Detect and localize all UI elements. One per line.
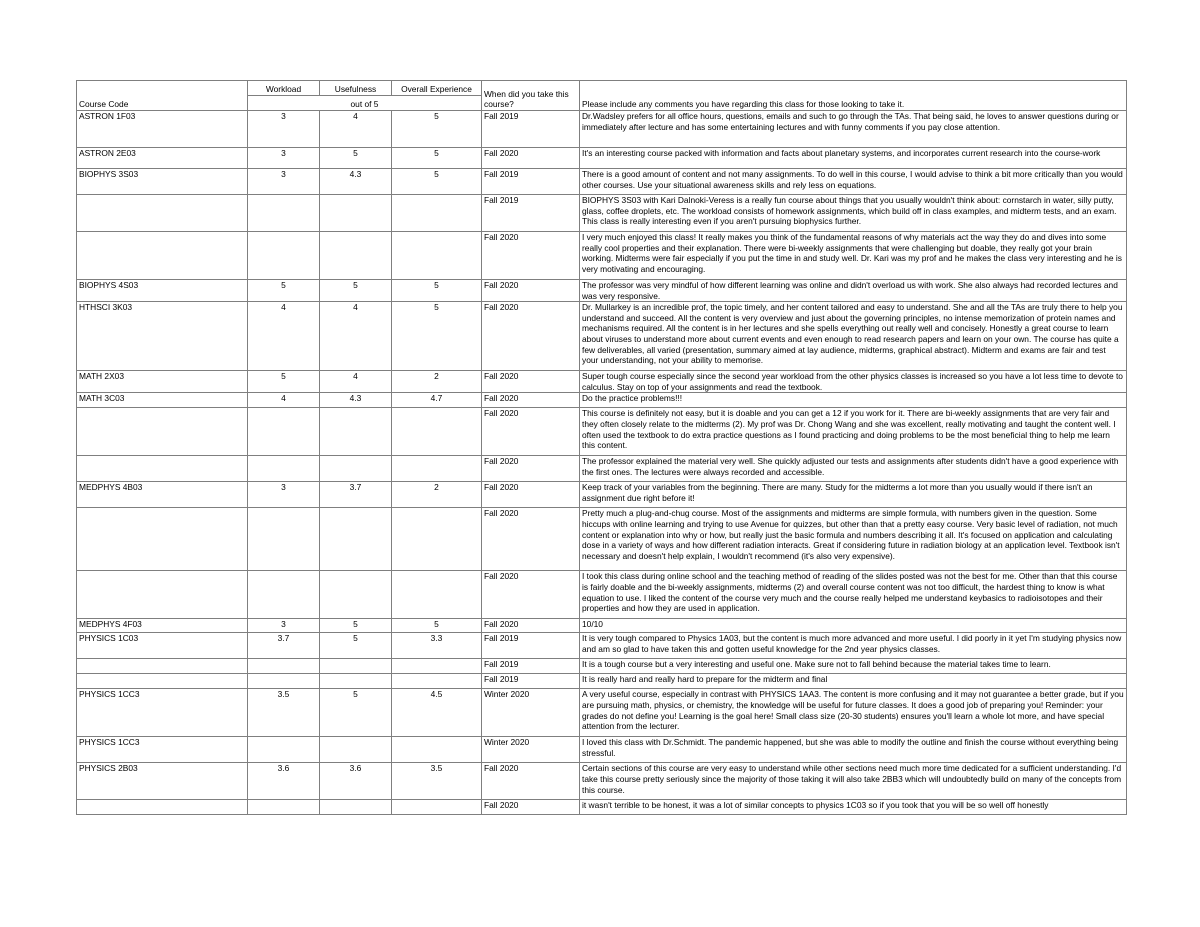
overall-experience-cell <box>392 571 482 619</box>
header-workload: Workload <box>248 81 320 96</box>
table-row <box>77 674 1127 689</box>
usefulness-cell <box>320 737 392 763</box>
course-code-cell: PHYSICS 1CC3 <box>77 689 248 737</box>
workload-cell <box>248 674 320 689</box>
workload-cell: 5 <box>248 371 320 393</box>
header-usefulness: Usefulness <box>320 81 392 96</box>
term-cell: Fall 2020 <box>482 482 580 508</box>
table-row <box>77 232 1127 280</box>
table-row <box>77 371 1127 393</box>
course-code-cell <box>77 232 248 280</box>
term-cell: Fall 2020 <box>482 393 580 408</box>
comment-cell: Dr. Mullarkey is an incredible prof, the topic timely, and her content tailored and easy to understand. She and all the TAs are truly there to help you understand and succeed. All the content is very overview and just about the governing principles, no intense memorization of protein names and mechanisms required. All the content is in her lectures and she spells everything out really well and concisely. Honestly a great course to learn about viruses to understand more about current events and even enough to read research papers and learn on your own. The course has quite a few deliverables, all varied (presentation, summary aimed at lay audience, midterms, graphical abstract). Midterm and exams are fair and test your understanding, not your ability to memorise. <box>580 302 1127 371</box>
workload-cell <box>248 737 320 763</box>
table-row <box>77 763 1127 800</box>
workload-cell: 3.5 <box>248 689 320 737</box>
usefulness-cell <box>320 800 392 815</box>
usefulness-cell: 4.3 <box>320 393 392 408</box>
usefulness-cell: 5 <box>320 619 392 633</box>
term-cell: Fall 2019 <box>482 169 580 195</box>
workload-cell: 5 <box>248 280 320 302</box>
usefulness-cell: 4 <box>320 371 392 393</box>
workload-cell: 3.6 <box>248 763 320 800</box>
usefulness-cell: 4 <box>320 302 392 371</box>
comment-cell: Dr.Wadsley prefers for all office hours, questions, emails and such to go through the TAs. That being said, he loves to answer questions during or immediately after lecture and has some entertaining lectures and with funny comments if you pay close attention. <box>580 111 1127 148</box>
term-cell: Fall 2020 <box>482 456 580 482</box>
term-cell: Winter 2020 <box>482 737 580 763</box>
course-code-cell <box>77 195 248 232</box>
comment-cell: It is really hard and really hard to prepare for the midterm and final <box>580 674 1127 689</box>
term-cell: Fall 2020 <box>482 232 580 280</box>
workload-cell: 3 <box>248 619 320 633</box>
term-cell: Fall 2020 <box>482 619 580 633</box>
comment-cell: Certain sections of this course are very easy to understand while other sections need much more time dedicated for a sufficient understanding. I'd take this course pretty seriously since the majority of those taking it will also take 2BB3 which will undoubtedly build on many of the concepts from this course. <box>580 763 1127 800</box>
usefulness-cell: 4.3 <box>320 169 392 195</box>
table-row <box>77 195 1127 232</box>
comment-cell: it wasn't terrible to be honest, it was a lot of similar concepts to physics 1C03 so if you took that you will be so well off honestly <box>580 800 1127 815</box>
term-cell: Fall 2020 <box>482 302 580 371</box>
table-row <box>77 737 1127 763</box>
course-code-cell: BIOPHYS 3S03 <box>77 169 248 195</box>
course-code-cell: MEDPHYS 4B03 <box>77 482 248 508</box>
workload-cell: 3 <box>248 169 320 195</box>
course-code-cell: ASTRON 2E03 <box>77 148 248 169</box>
usefulness-cell <box>320 659 392 674</box>
usefulness-cell <box>320 195 392 232</box>
table-row <box>77 408 1127 456</box>
overall-experience-cell: 5 <box>392 280 482 302</box>
usefulness-cell: 3.6 <box>320 763 392 800</box>
table-row <box>77 508 1127 571</box>
course-code-cell: PHYSICS 1C03 <box>77 633 248 659</box>
header-comments: Please include any comments you have regarding this class for those looking to take it. <box>580 81 1127 111</box>
comment-cell: Pretty much a plug-and-chug course. Most of the assignments and midterms are simple formula, with numbers given in the question. Some hiccups with online learning and trying to use Avenue for quizzes, but other than that a pretty easy course. Very basic level of radiation, not much content or explanation into why or how, but really just the basic formula and numbers describing it all. It's focused on application and calculating dose in a variety of ways and how different radiation interacts. Great if considering future in radiation biology at an application level. Textbook isn't necessary and doesn't help explain, I wouldn't recommend (it's also very expensive). <box>580 508 1127 571</box>
overall-experience-cell <box>392 659 482 674</box>
overall-experience-cell <box>392 195 482 232</box>
course-code-cell <box>77 674 248 689</box>
header-blank-1 <box>77 81 248 96</box>
table-row <box>77 659 1127 674</box>
term-cell: Fall 2020 <box>482 371 580 393</box>
usefulness-cell: 5 <box>320 280 392 302</box>
term-cell: Fall 2020 <box>482 280 580 302</box>
overall-experience-cell <box>392 408 482 456</box>
comment-cell: I loved this class with Dr.Schmidt. The pandemic happened, but she was able to modify the outline and finish the course without everything being stressful. <box>580 737 1127 763</box>
workload-cell <box>248 232 320 280</box>
course-code-cell <box>77 659 248 674</box>
course-code-cell: MEDPHYS 4F03 <box>77 619 248 633</box>
workload-cell <box>248 456 320 482</box>
term-cell: Fall 2019 <box>482 659 580 674</box>
table-row <box>77 302 1127 371</box>
comment-cell: There is a good amount of content and not many assignments. To do well in this course, I would advise to think a bit more critically than you would other courses. Use your situational awareness skills and rely less on equations. <box>580 169 1127 195</box>
overall-experience-cell <box>392 232 482 280</box>
course-code-cell <box>77 800 248 815</box>
comment-cell: BIOPHYS 3S03 with Kari Dalnoki-Veress is a really fun course about things that you usually wouldn't think about: cornstarch in water, silly putty, glass, coffee droplets, etc. The workload consists of homework assignments, which build off in class examples, and midterm tests, and an exam. This class is really interesting even if you aren't pursuing biophysics further. <box>580 195 1127 232</box>
course-code-cell: PHYSICS 2B03 <box>77 763 248 800</box>
term-cell: Fall 2020 <box>482 148 580 169</box>
workload-cell <box>248 408 320 456</box>
overall-experience-cell <box>392 800 482 815</box>
table-row <box>77 571 1127 619</box>
workload-cell: 3 <box>248 148 320 169</box>
overall-experience-cell: 5 <box>392 619 482 633</box>
course-code-cell <box>77 571 248 619</box>
overall-experience-cell: 4.5 <box>392 689 482 737</box>
comment-cell: It's an interesting course packed with information and facts about planetary systems, and incorporates current research into the course-work <box>580 148 1127 169</box>
comment-cell: This course is definitely not easy, but it is doable and you can get a 12 if you work for it. There are bi-weekly assignments that are very fair and they often closely relate to the midterms (2). My prof was Dr. Chong Wang and she was excellent, really motivating and taught the content well. I often used the textbook to do extra practice questions as I found practicing and doing problems to be the most beneficial thing to help me learn this content. <box>580 408 1127 456</box>
usefulness-cell: 4 <box>320 111 392 148</box>
usefulness-cell <box>320 508 392 571</box>
table-row <box>77 393 1127 408</box>
header-course-code: Course Code <box>77 96 248 111</box>
header-row-1 <box>77 81 1127 96</box>
overall-experience-cell <box>392 456 482 482</box>
table-row <box>77 111 1127 148</box>
usefulness-cell <box>320 571 392 619</box>
overall-experience-cell: 2 <box>392 371 482 393</box>
workload-cell: 3.7 <box>248 633 320 659</box>
term-cell: Winter 2020 <box>482 689 580 737</box>
overall-experience-cell: 2 <box>392 482 482 508</box>
term-cell: Fall 2020 <box>482 408 580 456</box>
overall-experience-cell: 4.7 <box>392 393 482 408</box>
usefulness-cell: 5 <box>320 148 392 169</box>
course-code-cell: MATH 2X03 <box>77 371 248 393</box>
workload-cell: 3 <box>248 482 320 508</box>
course-code-cell: ASTRON 1F03 <box>77 111 248 148</box>
comment-cell: Super tough course especially since the second year workload from the other physics classes is increased so you have a lot less time to devote to calculus. Stay on top of your assignments and read the textbook. <box>580 371 1127 393</box>
overall-experience-cell <box>392 508 482 571</box>
overall-experience-cell: 3.3 <box>392 633 482 659</box>
term-cell: Fall 2019 <box>482 633 580 659</box>
usefulness-cell <box>320 456 392 482</box>
overall-experience-cell <box>392 674 482 689</box>
overall-experience-cell: 3.5 <box>392 763 482 800</box>
course-code-cell <box>77 456 248 482</box>
header-when-taken: When did you take this course? <box>482 81 580 111</box>
term-cell: Fall 2020 <box>482 571 580 619</box>
course-code-cell: BIOPHYS 4S03 <box>77 280 248 302</box>
comment-cell: A very useful course, especially in contrast with PHYSICS 1AA3. The content is more confusing and it may not guarantee a better grade, but if you are pursuing math, physics, or chemistry, the knowledge will be useful for future classes. It does a good job of preparing you! Reminder: your grades do not define you! Learning is the goal here! Small class size (20-30 students) ensures you'll learn a whole lot more, and have special attention from the lecturer. <box>580 689 1127 737</box>
table-row <box>77 169 1127 195</box>
table-row <box>77 148 1127 169</box>
header-overall-experience: Overall Experience <box>392 81 482 96</box>
comment-cell: The professor was very mindful of how different learning was online and didn't overload us with work. She also always had recorded lectures and was very responsive. <box>580 280 1127 302</box>
term-cell: Fall 2020 <box>482 800 580 815</box>
workload-cell: 4 <box>248 302 320 371</box>
course-code-cell: PHYSICS 1CC3 <box>77 737 248 763</box>
overall-experience-cell: 5 <box>392 111 482 148</box>
usefulness-cell <box>320 232 392 280</box>
comment-cell: Do the practice problems!!! <box>580 393 1127 408</box>
workload-cell <box>248 571 320 619</box>
workload-cell: 3 <box>248 111 320 148</box>
header-out-of: out of 5 <box>248 96 482 111</box>
comment-cell: Keep track of your variables from the beginning. There are many. Study for the midterms a lot more than you usually would if there isn't an assignment due right before it! <box>580 482 1127 508</box>
comment-cell: It is very tough compared to Physics 1A03, but the content is much more advanced and more useful. I did poorly in it yet I'm studying physics now and am so glad to have taken this and gotten useful knowledge for the 2nd year physics classes. <box>580 633 1127 659</box>
comment-cell: I took this class during online school and the teaching method of reading of the slides posted was not the best for me. Other than that this course is fairly doable and the bi-weekly assignments, midterms (2) and overall course content was not too difficult, the hardest thing to know is what equation to use. I liked the content of the course very much and the course really helped me understand keybasics to radioisotopes and their properties and how they are used in application. <box>580 571 1127 619</box>
term-cell: Fall 2019 <box>482 111 580 148</box>
overall-experience-cell: 5 <box>392 148 482 169</box>
comment-cell: I very much enjoyed this class! It really makes you think of the fundamental reasons of why materials act the way they do and dives into some really cool properties and their explanation. There were bi-weekly assignments that were challenging but doable, they really got your brain working. Midterms were fair especially if you put the time in and study well. Dr. Kari was my prof and he makes the class very interesting and he is very motivating and encouraging. <box>580 232 1127 280</box>
term-cell: Fall 2019 <box>482 195 580 232</box>
term-cell: Fall 2020 <box>482 508 580 571</box>
table-row <box>77 689 1127 737</box>
comment-cell: 10/10 <box>580 619 1127 633</box>
course-code-cell: HTHSCI 3K03 <box>77 302 248 371</box>
table-row <box>77 800 1127 815</box>
comment-cell: The professor explained the material very well. She quickly adjusted our tests and assignments after students didn't have a good experience with the first ones. The lectures were always recorded and accessible. <box>580 456 1127 482</box>
usefulness-cell: 5 <box>320 633 392 659</box>
workload-cell: 4 <box>248 393 320 408</box>
comment-cell: It is a tough course but a very interesting and useful one. Make sure not to fall behind because the material takes time to learn. <box>580 659 1127 674</box>
table-row <box>77 482 1127 508</box>
table-row <box>77 280 1127 302</box>
course-code-cell: MATH 3C03 <box>77 393 248 408</box>
workload-cell <box>248 800 320 815</box>
overall-experience-cell <box>392 737 482 763</box>
term-cell: Fall 2019 <box>482 674 580 689</box>
table-row <box>77 456 1127 482</box>
table-row <box>77 633 1127 659</box>
workload-cell <box>248 659 320 674</box>
workload-cell <box>248 195 320 232</box>
course-code-cell <box>77 408 248 456</box>
course-review-table-container <box>76 80 1126 815</box>
usefulness-cell <box>320 674 392 689</box>
term-cell: Fall 2020 <box>482 763 580 800</box>
workload-cell <box>248 508 320 571</box>
course-review-table <box>76 80 1127 815</box>
usefulness-cell <box>320 408 392 456</box>
usefulness-cell: 3.7 <box>320 482 392 508</box>
overall-experience-cell: 5 <box>392 302 482 371</box>
course-code-cell <box>77 508 248 571</box>
table-row <box>77 619 1127 633</box>
overall-experience-cell: 5 <box>392 169 482 195</box>
usefulness-cell: 5 <box>320 689 392 737</box>
